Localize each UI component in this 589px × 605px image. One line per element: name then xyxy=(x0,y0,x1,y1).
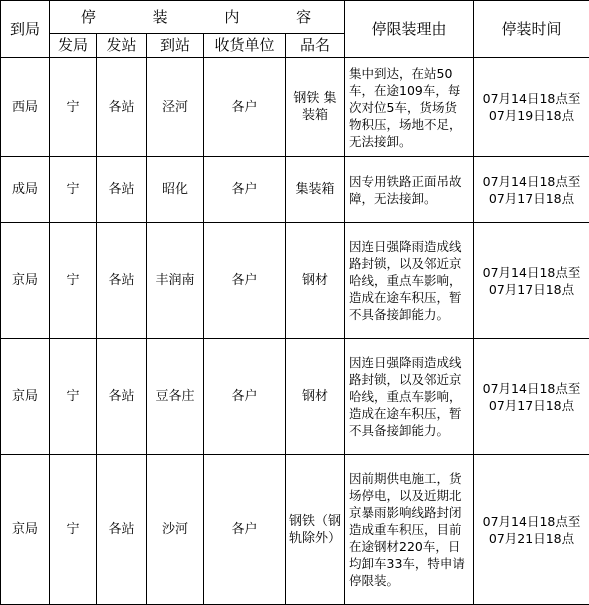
header-consignee: 收货单位 xyxy=(204,34,286,58)
cell-send-station: 各站 xyxy=(97,157,147,223)
cell-arrive-station: 沙河 xyxy=(147,455,204,605)
cell-arrive-station: 丰润南 xyxy=(147,223,204,339)
cell-send-bureau: 宁 xyxy=(50,455,97,605)
cell-send-station: 各站 xyxy=(97,58,147,157)
header-reason: 停限装理由 xyxy=(345,1,474,58)
cell-goods: 钢铁（钢轨除外） xyxy=(286,455,345,605)
table-row xyxy=(1,157,589,223)
cell-send-bureau: 宁 xyxy=(50,58,97,157)
cell-send-station: 各站 xyxy=(97,339,147,455)
table-row xyxy=(1,223,589,339)
cell-send-bureau: 宁 xyxy=(50,223,97,339)
table-row xyxy=(1,339,589,455)
cell-reason: 因前期供电施工，货场停电，以及近期北京暴雨影响线路封闭造成重车积压，目前在途钢材220车，日均卸车33车，特申请停限装。 xyxy=(345,455,474,605)
cell-arrive-station: 豆各庄 xyxy=(147,339,204,455)
cell-dest-bureau: 西局 xyxy=(1,58,50,157)
cell-send-bureau: 宁 xyxy=(50,339,97,455)
header-row-top xyxy=(1,1,589,34)
cell-send-station: 各站 xyxy=(97,223,147,339)
cell-dest-bureau: 京局 xyxy=(1,455,50,605)
cell-arrive-station: 昭化 xyxy=(147,157,204,223)
cell-reason: 集中到达，在站50车，在途109车，每次对位5车，货场货物积压，场地不足，无法接卸。 xyxy=(345,58,474,157)
cell-dest-bureau: 京局 xyxy=(1,339,50,455)
header-content-group: 停 装 内 容 xyxy=(50,1,345,34)
cell-arrive-station: 泾河 xyxy=(147,58,204,157)
cell-reason: 因专用铁路正面吊故障，无法接卸。 xyxy=(345,157,474,223)
cell-goods: 钢铁 集装箱 xyxy=(286,58,345,157)
cell-reason: 因连日强降雨造成线路封锁，以及邻近京哈线，重点车影响，造成在途车积压，暂不具备接卸能力。 xyxy=(345,223,474,339)
header-dest-bureau: 到局 xyxy=(1,1,50,58)
cell-goods: 集装箱 xyxy=(286,157,345,223)
header-send-bureau: 发局 xyxy=(50,34,97,58)
table-row xyxy=(1,455,589,605)
table-row xyxy=(1,58,589,157)
cell-period: 07月14日18点至07月19日18点 xyxy=(474,58,589,157)
cell-dest-bureau: 成局 xyxy=(1,157,50,223)
header-period: 停装时间 xyxy=(474,1,589,58)
cell-consignee: 各户 xyxy=(204,339,286,455)
cell-goods: 钢材 xyxy=(286,339,345,455)
cell-consignee: 各户 xyxy=(204,223,286,339)
cell-goods: 钢材 xyxy=(286,223,345,339)
cell-period: 07月14日18点至07月17日18点 xyxy=(474,157,589,223)
cell-dest-bureau: 京局 xyxy=(1,223,50,339)
cell-consignee: 各户 xyxy=(204,58,286,157)
cell-period: 07月14日18点至07月21日18点 xyxy=(474,455,589,605)
cell-consignee: 各户 xyxy=(204,455,286,605)
header-goods: 品名 xyxy=(286,34,345,58)
cell-reason: 因连日强降雨造成线路封锁，以及邻近京哈线，重点车影响，造成在途车积压，暂不具备接卸能力。 xyxy=(345,339,474,455)
cell-send-bureau: 宁 xyxy=(50,157,97,223)
cell-period: 07月14日18点至07月17日18点 xyxy=(474,223,589,339)
cell-period: 07月14日18点至07月17日18点 xyxy=(474,339,589,455)
cell-send-station: 各站 xyxy=(97,455,147,605)
cell-consignee: 各户 xyxy=(204,157,286,223)
header-send-station: 发站 xyxy=(97,34,147,58)
header-arrive-station: 到站 xyxy=(147,34,204,58)
